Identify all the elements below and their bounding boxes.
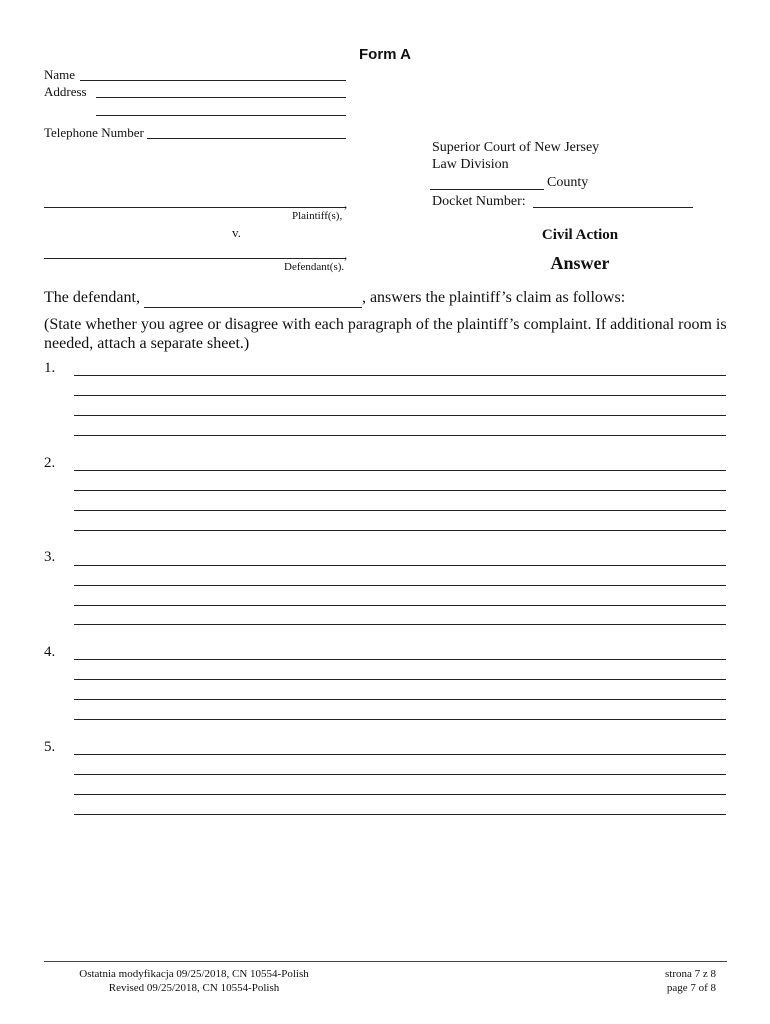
answer-3-line-4[interactable] bbox=[74, 624, 726, 625]
paragraph-number-5: 5. bbox=[44, 739, 56, 755]
address-label: Address bbox=[44, 84, 87, 99]
footer-divider bbox=[44, 961, 727, 962]
answer-5-line-2[interactable] bbox=[74, 774, 726, 775]
defendant-comma: , bbox=[344, 247, 348, 262]
answer-2-line-3[interactable] bbox=[74, 510, 726, 511]
county-label: County bbox=[547, 175, 589, 190]
address-field-line-2[interactable] bbox=[96, 115, 346, 116]
answer-5-line-4[interactable] bbox=[74, 814, 726, 815]
answer-1-line-4[interactable] bbox=[74, 435, 726, 436]
answer-4-line-3[interactable] bbox=[74, 699, 726, 700]
footer-revision-polish: Ostatnia modyfikacja 09/25/2018, CN 10554-Polish bbox=[79, 968, 309, 980]
plaintiff-label: Plaintiff(s), bbox=[292, 210, 343, 222]
intro-before: The defendant, bbox=[44, 289, 140, 306]
answer-5-line-3[interactable] bbox=[74, 794, 726, 795]
answer-1-line-3[interactable] bbox=[74, 415, 726, 416]
answer-3-line-3[interactable] bbox=[74, 605, 726, 606]
civil-action-heading: Civil Action bbox=[541, 227, 619, 243]
answer-1-line-1[interactable] bbox=[74, 375, 726, 376]
name-field[interactable] bbox=[80, 80, 346, 81]
answer-1-line-2[interactable] bbox=[74, 395, 726, 396]
telephone-label: Telephone Number bbox=[44, 125, 144, 140]
defendant-label: Defendant(s). bbox=[284, 261, 345, 273]
footer-page-number bbox=[560, 967, 728, 995]
name-label: Name bbox=[44, 67, 76, 82]
answer-heading: Answer bbox=[550, 253, 610, 273]
county-field[interactable] bbox=[430, 189, 544, 190]
docket-number-field[interactable] bbox=[533, 207, 693, 208]
court-name: Superior Court of New Jersey bbox=[432, 140, 600, 155]
docket-label: Docket Number: bbox=[432, 194, 526, 209]
answer-3-line-1[interactable] bbox=[74, 565, 726, 566]
plaintiff-field[interactable] bbox=[44, 207, 346, 208]
address-field-line-1[interactable] bbox=[96, 97, 346, 98]
footer-revision-english: Revised 09/25/2018, CN 10554-Polish bbox=[108, 982, 280, 994]
footer-page-polish: strona 7 z 8 bbox=[664, 968, 716, 980]
footer-page-english: page 7 of 8 bbox=[666, 982, 716, 994]
paragraph-number-1: 1. bbox=[44, 360, 56, 376]
intro-after: , answers the plaintiff’s claim as follows: bbox=[361, 289, 626, 306]
form-title: Form A bbox=[359, 46, 411, 63]
court-division: Law Division bbox=[432, 157, 509, 172]
footer-revision bbox=[44, 967, 344, 995]
versus-label: v. bbox=[232, 225, 241, 240]
defendant-name-field[interactable] bbox=[144, 289, 362, 308]
instruction-text: (State whether you agree or disagree with each paragraph of the plaintiff’s complaint. If additional room is needed, attach a separate sheet.) bbox=[44, 316, 727, 352]
answer-2-line-4[interactable] bbox=[74, 530, 726, 531]
answer-2-line-1[interactable] bbox=[74, 470, 726, 471]
paragraph-number-2: 2. bbox=[44, 455, 56, 471]
answer-4-line-1[interactable] bbox=[74, 659, 726, 660]
answer-4-line-2[interactable] bbox=[74, 679, 726, 680]
defendant-field[interactable] bbox=[44, 258, 346, 259]
plaintiff-comma: , bbox=[344, 196, 348, 211]
telephone-field[interactable] bbox=[147, 138, 346, 139]
answer-4-line-4[interactable] bbox=[74, 719, 726, 720]
intro-sentence bbox=[44, 289, 625, 308]
paragraph-number-4: 4. bbox=[44, 644, 56, 660]
answer-2-line-2[interactable] bbox=[74, 490, 726, 491]
answer-5-line-1[interactable] bbox=[74, 754, 726, 755]
answer-3-line-2[interactable] bbox=[74, 585, 726, 586]
paragraph-number-3: 3. bbox=[44, 549, 56, 565]
